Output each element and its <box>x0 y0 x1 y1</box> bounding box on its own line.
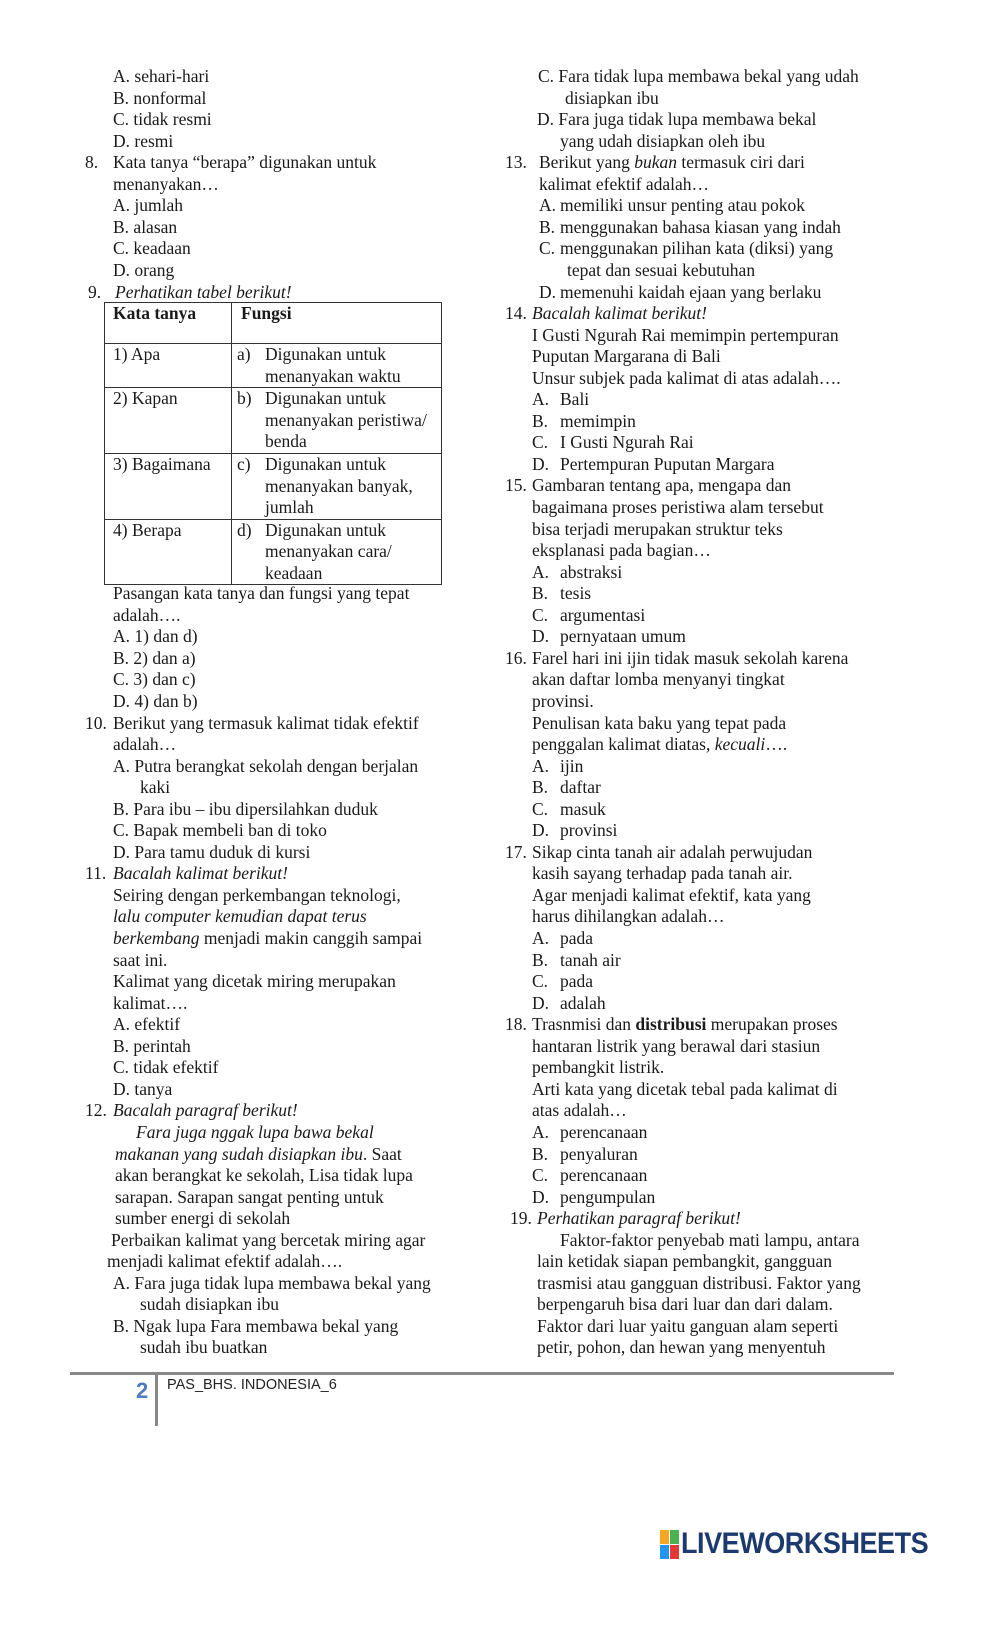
option-text: B. Para ibu – ibu dipersilahkan duduk <box>113 798 378 819</box>
table-cell: 4) Berapa <box>105 519 232 585</box>
option-text: D. orang <box>113 259 175 280</box>
table-cell: Digunakan untuk <box>265 388 387 408</box>
question-text: Bacalah kalimat berikut! <box>113 863 288 884</box>
option <box>532 1187 655 1209</box>
option-text: adalah <box>560 992 606 1013</box>
question <box>510 1208 741 1230</box>
passage-text <box>113 928 422 950</box>
option-text: A. efektif <box>113 1014 181 1035</box>
option-text: Bali <box>560 389 590 410</box>
question-text: adalah…. <box>113 604 181 625</box>
option-letter: D. <box>532 453 550 474</box>
passage-text: Fara juga nggak lupa bawa bekal <box>136 1121 374 1142</box>
option <box>532 1165 647 1187</box>
text-line: Faktor dari luar yaitu ganguan alam seperti <box>537 1315 839 1336</box>
text-line: lain ketidak siapan pembangkit, gangguan <box>537 1251 832 1272</box>
question-text: termasuk ciri dari <box>677 152 805 173</box>
option-text: tanah air <box>560 949 621 970</box>
table-cell-letter: b) <box>237 388 252 408</box>
option <box>532 1122 647 1144</box>
option-text: C. Bapak membeli ban di toko <box>113 820 327 841</box>
text-line: bagaimana proses peristiwa alam tersebut <box>532 497 824 517</box>
text-line <box>532 734 787 756</box>
question-table <box>104 302 442 585</box>
table-cell: Digunakan untuk <box>265 519 387 540</box>
question-text: Bacalah paragraf berikut! <box>113 1100 298 1121</box>
option-text: A. sehari-hari <box>113 66 210 86</box>
option-text: penyaluran <box>560 1143 638 1164</box>
question-number: 13. <box>505 152 527 173</box>
table-cell-letter: d) <box>237 519 252 540</box>
option-text: pada <box>560 928 594 948</box>
option-text: memimpin <box>560 410 636 431</box>
question-text: …. <box>765 734 788 755</box>
text-line: D. Fara juga tidak lupa membawa bekal <box>537 109 817 130</box>
option-letter: C. <box>532 971 549 992</box>
option-text: perencanaan <box>560 1121 648 1142</box>
option-letter: B. <box>532 949 549 970</box>
option-text: ijin <box>560 755 584 776</box>
passage-text: lalu computer kemudian dapat terus <box>113 906 367 927</box>
question-text: Perhatikan paragraf berikut! <box>537 1208 741 1229</box>
option-text: B. 2) dan a) <box>113 647 196 668</box>
table-row <box>105 388 442 454</box>
option-text: pada <box>560 971 594 992</box>
option-letter: B. <box>532 410 549 431</box>
option <box>532 562 622 584</box>
option-text: memiliki unsur penting atau pokok <box>560 195 805 216</box>
question-text: merupakan proses <box>706 1014 838 1035</box>
option <box>532 1144 638 1166</box>
question-text: Bacalah kalimat berikut! <box>532 303 707 324</box>
footer-title: PAS_BHS. INDONESIA_6 <box>167 1377 337 1393</box>
text-line: hantaran listrik yang berawal dari stasiun <box>532 1035 821 1056</box>
text-line: bisa terjadi merupakan struktur teks <box>532 518 783 539</box>
question-12 <box>85 1100 298 1122</box>
text-line: Faktor-faktor penyebab mati lampu, antara <box>560 1229 860 1250</box>
option <box>532 389 589 411</box>
table-cell: jumlah <box>265 497 314 517</box>
table-cell: Digunakan untuk <box>265 344 387 364</box>
passage-italic: makanan yang sudah disiapkan ibu <box>115 1143 363 1164</box>
option-letter: B. <box>532 777 549 798</box>
liveworksheets-logo <box>660 1527 956 1561</box>
option <box>532 432 694 454</box>
question-text: Kata tanya “berapa” digunakan untuk <box>113 152 377 173</box>
text-line: eksplanasi pada bagian… <box>532 540 711 561</box>
option-text: tesis <box>560 583 592 604</box>
option <box>539 195 805 217</box>
question-text: Berikut yang <box>539 152 635 173</box>
question-11 <box>85 863 288 885</box>
option-letter: C. <box>532 798 549 819</box>
table-cell: menanyakan cara/ <box>265 541 392 561</box>
option <box>532 626 686 648</box>
question-number: 14. <box>505 303 527 324</box>
text-line: Agar menjadi kalimat efektif, kata yang <box>532 884 811 905</box>
option <box>532 799 606 821</box>
option-text: I Gusti Ngurah Rai <box>560 432 694 453</box>
question-text: kalimat…. <box>113 992 188 1013</box>
question-text: Perhatikan tabel berikut! <box>115 281 292 302</box>
option-letter: B. <box>532 1143 549 1164</box>
question-text: Farel hari ini ijin tidak masuk sekolah karena <box>532 647 849 668</box>
question-number: 9. <box>88 281 102 302</box>
text-line: C. Fara tidak lupa membawa bekal yang udah <box>538 66 859 86</box>
question-number: 12. <box>85 1100 107 1121</box>
question-text: Pasangan kata tanya dan fungsi yang tepat <box>113 583 410 604</box>
text-line: kasih sayang terhadap pada tanah air. <box>532 863 793 884</box>
logo-icon <box>660 1530 679 1559</box>
question-text: Kalimat yang dicetak miring merupakan <box>113 971 396 992</box>
question <box>505 303 707 325</box>
question-text: Sikap cinta tanah air adalah perwujudan <box>532 841 813 862</box>
text-line: berpengaruh bisa dari luar dan dari dalam. <box>537 1294 833 1315</box>
table-cell-letter: c) <box>237 454 251 474</box>
option-text: B. perintah <box>113 1035 191 1056</box>
question-number: 19. <box>510 1208 532 1229</box>
option-text: pernyataan umum <box>560 626 686 647</box>
question-text: penggalan kalimat diatas, <box>532 734 715 755</box>
option-text: Pertempuran Puputan Margara <box>560 453 775 474</box>
option-text: argumentasi <box>560 604 646 625</box>
option-text: memenuhi kaidah ejaan yang berlaku <box>560 281 822 302</box>
option-letter: D. <box>532 820 550 841</box>
question-number: 16. <box>505 647 527 668</box>
option-letter: A. <box>532 561 550 582</box>
text-line: trasmisi atau gangguan distribusi. Faktor yang <box>537 1272 861 1293</box>
question-text: adalah… <box>113 734 177 755</box>
passage-text: Seiring dengan perkembangan teknologi, <box>113 884 401 905</box>
question-text: menanyakan… <box>113 173 219 194</box>
table-cell: menanyakan waktu <box>265 365 401 386</box>
text-line: I Gusti Ngurah Rai memimpin pertempuran <box>532 324 839 345</box>
table-row <box>105 344 442 388</box>
table-cell: keadaan <box>265 562 323 583</box>
passage-text: saat ini. <box>113 949 168 970</box>
text-line: Unsur subjek pada kalimat di atas adalah…. <box>532 367 841 388</box>
option-letter: A. <box>532 389 550 410</box>
logo-text: LIVEWORKSHEETS <box>681 1527 929 1560</box>
option-letter: D. <box>532 626 550 647</box>
option-text: masuk <box>560 798 606 819</box>
option <box>532 454 774 476</box>
option-letter: A. <box>532 928 550 948</box>
option-text: C. keadaan <box>113 238 191 259</box>
question <box>505 648 848 670</box>
option-letter: A. <box>532 755 550 776</box>
question <box>505 842 812 864</box>
option-letter: D. <box>532 992 550 1013</box>
option-text: A. 1) dan d) <box>113 626 198 647</box>
option-letter: D. <box>539 281 557 302</box>
question-text: menjadi kalimat efektif adalah…. <box>107 1251 343 1272</box>
passage-text: sumber energi di sekolah <box>115 1208 291 1229</box>
question-text: Trasnmisi dan <box>532 1014 636 1035</box>
option-letter: A. <box>539 195 557 216</box>
table-header: Kata tanya <box>105 303 232 344</box>
question-number: 11. <box>85 863 107 884</box>
option <box>532 993 606 1015</box>
text-line: petir, pohon, dan hewan yang menyentuh <box>537 1337 826 1358</box>
question-number: 10. <box>85 712 107 733</box>
option-letter: C. <box>539 238 556 259</box>
question-text: bukan <box>634 152 678 173</box>
option-letter: C. <box>532 604 549 625</box>
option-text: A. Putra berangkat sekolah dengan berjalan <box>113 755 419 776</box>
table-cell: menanyakan peristiwa/ <box>265 409 427 430</box>
text-line: tepat dan sesuai kebutuhan <box>567 259 756 280</box>
option <box>532 971 593 993</box>
text-line: Puputan Margarana di Bali <box>532 346 721 367</box>
question <box>505 475 791 497</box>
table-row <box>105 454 442 520</box>
table-cell: 1) Apa <box>105 344 232 388</box>
table-cell: Digunakan untuk <box>265 454 387 474</box>
option-text: daftar <box>560 777 601 798</box>
passage-text: akan berangkat ke sekolah, Lisa tidak lupa <box>115 1165 413 1186</box>
option-text: C. 3) dan c) <box>113 669 196 690</box>
text-line: provinsi. <box>532 690 594 711</box>
table-row <box>105 519 442 585</box>
option-text: D. Para tamu duduk di kursi <box>113 841 311 862</box>
option <box>532 950 621 972</box>
option-text: B. Ngak lupa Fara membawa bekal yang <box>113 1315 399 1336</box>
text-line: atas adalah… <box>532 1100 627 1121</box>
option-text: kaki <box>140 777 171 798</box>
footer-vertical-divider <box>155 1374 158 1426</box>
option-text: B. nonformal <box>113 87 207 108</box>
option <box>532 777 601 799</box>
passage-text <box>115 1144 402 1166</box>
option-text: D. 4) dan b) <box>113 690 198 711</box>
footer-divider <box>70 1372 894 1375</box>
passage-text: menjadi makin canggih sampai <box>199 928 423 948</box>
text-line: kalimat efektif adalah… <box>539 173 710 194</box>
table-cell: benda <box>265 431 307 451</box>
option-letter: C. <box>532 1165 549 1186</box>
option-text: A. Fara juga tidak lupa membawa bekal yang <box>113 1272 431 1293</box>
table-cell-letter: a) <box>237 344 251 364</box>
text-line: akan daftar lomba menyanyi tingkat <box>532 669 785 690</box>
option-text: C. tidak resmi <box>113 109 212 130</box>
question-number: 8. <box>85 152 99 173</box>
table-cell: 3) Bagaimana <box>105 454 232 520</box>
question-number: 17. <box>505 841 527 862</box>
option-letter: A. <box>532 1121 550 1142</box>
question-text: kecuali <box>714 734 766 755</box>
table-cell: menanyakan banyak, <box>265 475 413 496</box>
question-text: Perbaikan kalimat yang bercetak miring agar <box>111 1229 426 1250</box>
option-text: provinsi <box>560 820 618 841</box>
option-text: menggunakan bahasa kiasan yang indah <box>560 216 841 237</box>
question <box>505 152 805 174</box>
question-8 <box>85 152 376 174</box>
page-number: 2 <box>136 1378 149 1403</box>
option <box>539 217 841 239</box>
option <box>532 820 617 842</box>
option <box>539 238 833 260</box>
question-number: 18. <box>505 1014 527 1035</box>
question-9 <box>88 282 292 304</box>
option-text: C. tidak efektif <box>113 1057 219 1078</box>
table-header: Fungsi <box>232 303 442 344</box>
text-line: yang udah disiapkan oleh ibu <box>560 130 766 151</box>
question-10 <box>85 713 419 735</box>
option-text: pengumpulan <box>560 1186 656 1207</box>
option-text: sudah disiapkan ibu <box>140 1294 280 1315</box>
passage-text: sarapan. Sarapan sangat penting untuk <box>115 1186 384 1207</box>
text-line: pembangkit listrik. <box>532 1057 665 1078</box>
question-text: Berikut yang termasuk kalimat tidak efektif <box>113 712 419 733</box>
option <box>532 411 636 433</box>
option <box>532 928 593 950</box>
question-text: distribusi <box>635 1014 707 1035</box>
question-text: Gambaran tentang apa, mengapa dan <box>532 475 791 496</box>
option-text: abstraksi <box>560 561 623 582</box>
option <box>539 282 821 304</box>
question <box>505 1014 838 1036</box>
option-letter: B. <box>539 216 556 237</box>
option-text: D. tanya <box>113 1078 173 1099</box>
text-line: Penulisan kata baku yang tepat pada <box>532 712 787 733</box>
text-line: disiapkan ibu <box>565 87 659 108</box>
option-letter: C. <box>532 432 549 453</box>
option-letter: D. <box>532 1186 550 1207</box>
option <box>532 583 591 605</box>
option-text: A. jumlah <box>113 195 183 216</box>
option <box>532 756 583 778</box>
option-text: menggunakan pilihan kata (diksi) yang <box>560 238 834 259</box>
text-line: harus dihilangkan adalah… <box>532 906 725 927</box>
passage-italic: berkembang <box>113 928 200 948</box>
option-text: D. resmi <box>113 130 174 151</box>
passage-text: . Saat <box>362 1143 402 1164</box>
question-number: 15. <box>505 475 527 496</box>
option-text: B. alasan <box>113 216 178 237</box>
text-line: Arti kata yang dicetak tebal pada kalimat di <box>532 1078 838 1099</box>
table-cell: 2) Kapan <box>105 388 232 454</box>
option-letter: B. <box>532 583 549 604</box>
option-text: perencanaan <box>560 1165 648 1186</box>
option-text: sudah ibu buatkan <box>140 1337 268 1358</box>
option <box>532 605 645 627</box>
